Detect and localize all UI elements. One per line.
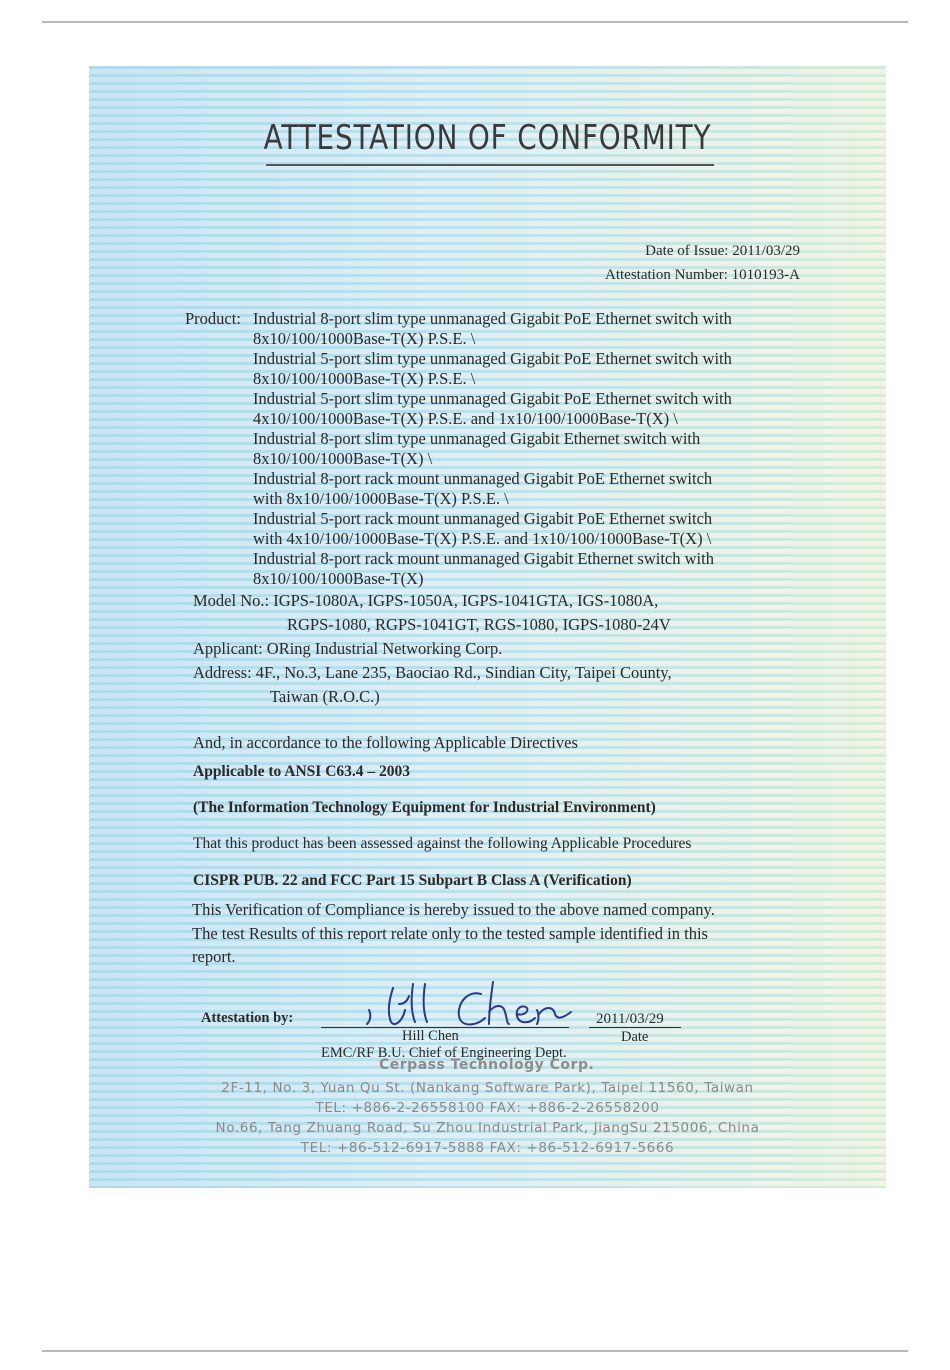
date-line xyxy=(589,1027,681,1028)
product-line: Industrial 8-port rack mount unmanaged Gigabit Ethernet switch with xyxy=(253,549,714,568)
product-line: Industrial 5-port slim type unmanaged Gigabit PoE Ethernet switch with xyxy=(253,389,732,408)
applicable-procedures: CISPR PUB. 22 and FCC Part 15 Subpart B Class A (Verification) xyxy=(193,872,632,889)
product-line: Industrial 8-port slim type unmanaged Gigabit Ethernet switch with xyxy=(253,429,701,448)
date-label: Date xyxy=(621,1029,649,1045)
signer-name: Hill Chen xyxy=(402,1028,459,1044)
applicable-standard: Applicable to ANSI C63.4 – 2003 xyxy=(193,763,411,780)
document-title: ATTESTATION OF CONFORMITY xyxy=(263,118,712,158)
handwritten-signature xyxy=(353,974,593,1034)
model-numbers-line1: Model No.: IGPS-1080A, IGPS-1050A, IGPS-1041GTA, IGS-1080A, xyxy=(193,591,659,610)
product-label: Product: xyxy=(185,309,241,328)
product-line: 8x10/100/1000Base-T(X) xyxy=(253,569,424,588)
attestation-by-label: Attestation by: xyxy=(201,1010,294,1026)
product-line: Industrial 8-port slim type unmanaged Gigabit PoE Ethernet switch with xyxy=(253,309,732,328)
top-rule xyxy=(42,21,908,23)
signature-date: 2011/03/29 xyxy=(596,1011,664,1027)
signer-title: EMC/RF B.U. Chief of Engineering Dept. xyxy=(321,1045,567,1061)
procedures-intro: That this product has been assessed against the following Applicable Procedures xyxy=(193,835,692,852)
footer-phone-taiwan: TEL: +886-2-26558100 FAX: +886-2-26558200 xyxy=(315,1100,660,1116)
bottom-rule xyxy=(42,1350,908,1352)
address-line1: Address: 4F., No.3, Lane 235, Baociao Rd., Sindian City, Taipei County, xyxy=(193,663,672,682)
company-name: Cerpass Technology Corp. xyxy=(379,1057,595,1073)
equipment-category: (The Information Technology Equipment for Industrial Environment) xyxy=(193,799,656,816)
footer-address-china: No.66, Tang Zhuang Road, Su Zhou Industrial Park, JiangSu 215006, China xyxy=(215,1120,760,1136)
model-numbers-line2: RGPS-1080, RGPS-1041GT, RGS-1080, IGPS-1080-24V xyxy=(287,615,671,634)
title-underline xyxy=(266,164,714,166)
product-line: Industrial 5-port slim type unmanaged Gigabit PoE Ethernet switch with xyxy=(253,349,732,368)
product-line: 8x10/100/1000Base-T(X) P.S.E. \ xyxy=(253,329,476,348)
product-line: with 4x10/100/1000Base-T(X) P.S.E. and 1x10/100/1000Base-T(X) \ xyxy=(253,529,712,548)
directives-intro: And, in accordance to the following Applicable Directives xyxy=(193,733,578,752)
applicant: Applicant: ORing Industrial Networking Corp. xyxy=(193,639,503,658)
footer-phone-china: TEL: +86-512-6917-5888 FAX: +86-512-6917-5666 xyxy=(300,1140,675,1156)
statement-line1: This Verification of Compliance is hereby issued to the above named company. xyxy=(192,900,715,919)
statement-line2: The test Results of this report relate only to the tested sample identified in this xyxy=(192,924,708,943)
footer-address-taiwan: 2F-11, No. 3, Yuan Qu St. (Nankang Software Park), Taipei 11560, Taiwan xyxy=(221,1080,754,1096)
attestation-number: Attestation Number: 1010193-A xyxy=(605,267,800,283)
product-line: Industrial 8-port rack mount unmanaged Gigabit PoE Ethernet switch xyxy=(253,469,713,488)
product-line: 4x10/100/1000Base-T(X) P.S.E. and 1x10/100/1000Base-T(X) \ xyxy=(253,409,678,428)
certificate xyxy=(89,66,886,1188)
statement-line3: report. xyxy=(192,947,236,966)
product-line: 8x10/100/1000Base-T(X) \ xyxy=(253,449,433,468)
product-line: with 8x10/100/1000Base-T(X) P.S.E. \ xyxy=(253,489,509,508)
product-line: Industrial 5-port rack mount unmanaged Gigabit PoE Ethernet switch xyxy=(253,509,713,528)
product-line: 8x10/100/1000Base-T(X) P.S.E. \ xyxy=(253,369,476,388)
product-list xyxy=(253,309,732,589)
date-of-issue: Date of Issue: 2011/03/29 xyxy=(645,243,800,259)
address-line2: Taiwan (R.O.C.) xyxy=(270,687,380,706)
